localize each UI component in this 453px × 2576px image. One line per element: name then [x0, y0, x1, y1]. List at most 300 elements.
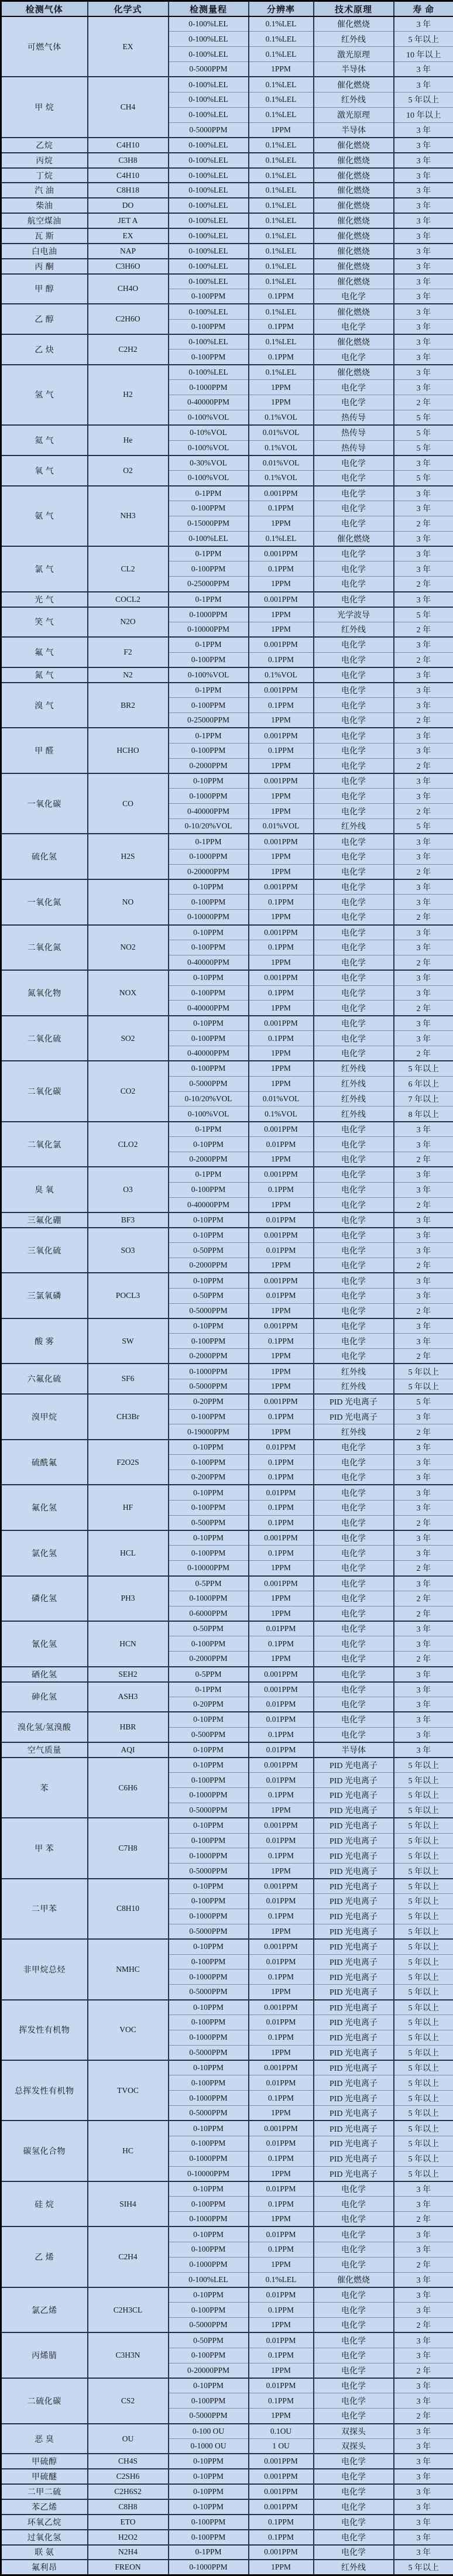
table-row: [1, 274, 453, 289]
lifetime-cell: 2 年: [394, 1606, 453, 1621]
formula-cell: C4H10: [88, 168, 169, 183]
principle-cell: 电化学: [314, 1212, 394, 1228]
range-cell: 0-10PPM: [169, 2378, 249, 2393]
resolution-cell: 0.01PPM: [249, 1485, 314, 1500]
lifetime-cell: 3 年: [394, 970, 453, 985]
gas-name-cell: 甲 醛: [1, 728, 88, 773]
resolution-cell: 0.1PPM: [249, 940, 314, 955]
resolution-cell: 0.1PPM: [249, 985, 314, 1001]
principle-cell: PID 光电离子: [314, 1909, 394, 1924]
formula-cell: N2H4: [88, 2545, 169, 2560]
formula-cell: CH4O: [88, 274, 169, 304]
lifetime-cell: 3 年: [394, 1682, 453, 1697]
resolution-cell: 1PPM: [249, 1591, 314, 1606]
table-row: [1, 365, 453, 380]
lifetime-cell: 8 年以上: [394, 1107, 453, 1122]
table-row: [1, 334, 453, 350]
principle-cell: 红外线: [314, 1364, 394, 1379]
header-row: [1, 1, 453, 17]
formula-cell: C2H4: [88, 2226, 169, 2287]
resolution-cell: 0.1%LEL: [249, 168, 314, 183]
principle-cell: 电化学: [314, 652, 394, 667]
lifetime-cell: 3 年: [394, 940, 453, 955]
resolution-cell: 0.01PPM: [249, 2226, 314, 2242]
lifetime-cell: 2 年: [394, 1424, 453, 1440]
resolution-cell: 1PPM: [249, 1303, 314, 1318]
gas-name-cell: 硫酰氟: [1, 1440, 88, 1485]
range-cell: 0-1PPM: [169, 683, 249, 698]
principle-cell: 电化学: [314, 1667, 394, 1682]
lifetime-cell: 3 年: [394, 1576, 453, 1591]
range-cell: 0-100%LEL: [169, 16, 249, 32]
resolution-cell: 0.1%LEL: [249, 274, 314, 289]
gas-name-cell: 碳氢化合物: [1, 2121, 88, 2181]
lifetime-cell: 2 年: [394, 577, 453, 592]
formula-cell: PH3: [88, 1576, 169, 1622]
resolution-cell: 0.1OU: [249, 2424, 314, 2439]
table-row: [1, 607, 453, 622]
resolution-cell: 0.1PPM: [249, 1182, 314, 1197]
resolution-cell: 0.001PPM: [249, 1667, 314, 1682]
resolution-cell: 1PPM: [249, 1001, 314, 1016]
lifetime-cell: 3 年: [394, 350, 453, 365]
range-cell: 0-100PPM: [169, 1334, 249, 1349]
lifetime-cell: 5 年以上: [394, 1818, 453, 1833]
table-row: [1, 2560, 453, 2575]
gas-name-cell: 苯: [1, 1758, 88, 1818]
range-cell: 0-10PPM: [169, 1742, 249, 1758]
principle-cell: 电化学: [314, 471, 394, 486]
range-cell: 0-50PPM: [169, 1621, 249, 1636]
resolution-cell: 1PPM: [249, 2318, 314, 2333]
lifetime-cell: 3 年: [394, 1122, 453, 1137]
range-cell: 0-100PPM: [169, 1546, 249, 1561]
lifetime-cell: 2 年: [394, 1258, 453, 1273]
table-row: [1, 2530, 453, 2545]
principle-cell: 电化学: [314, 879, 394, 895]
gas-name-cell: 氯乙烯: [1, 2287, 88, 2333]
range-cell: 0-1000PPM: [169, 607, 249, 622]
range-cell: 0-30%VOL: [169, 455, 249, 471]
lifetime-cell: 5 年以上: [394, 2136, 453, 2151]
principle-cell: 电化学: [314, 1500, 394, 1515]
principle-cell: 电化学: [314, 1167, 394, 1182]
resolution-cell: 0.001PPM: [249, 1122, 314, 1137]
principle-cell: 催化燃烧: [314, 2272, 394, 2287]
range-cell: 0-100PPM: [169, 985, 249, 1001]
resolution-cell: 0.1PPM: [249, 1455, 314, 1470]
principle-cell: 电化学: [314, 1349, 394, 1364]
gas-name-cell: 硫化氢: [1, 834, 88, 879]
resolution-cell: 0.1%LEL: [249, 304, 314, 319]
lifetime-cell: 2 年: [394, 622, 453, 637]
principle-cell: 电化学: [314, 2181, 394, 2197]
resolution-cell: 0.1%VOL: [249, 471, 314, 486]
lifetime-cell: 5 年以上: [394, 2030, 453, 2045]
principle-cell: PID 光电离子: [314, 1788, 394, 1803]
lifetime-cell: 3 年: [394, 925, 453, 940]
range-cell: 0-6000PPM: [169, 1606, 249, 1621]
table-row: [1, 77, 453, 92]
principle-cell: PID 光电离子: [314, 1939, 394, 1954]
range-cell: 0-500PPM: [169, 1727, 249, 1742]
resolution-cell: 1PPM: [249, 864, 314, 879]
principle-cell: 电化学: [314, 1440, 394, 1455]
lifetime-cell: 5 年以上: [394, 2560, 453, 2575]
range-cell: 0-1PPM: [169, 834, 249, 849]
range-cell: 0-1000PPM: [169, 1591, 249, 1606]
lifetime-cell: 3 年: [394, 2272, 453, 2287]
lifetime-cell: 3 年: [394, 334, 453, 350]
resolution-cell: 1PPM: [249, 1364, 314, 1379]
gas-name-cell: 乙 炔: [1, 334, 88, 365]
table-row: [1, 2454, 453, 2469]
formula-cell: HCL: [88, 1530, 169, 1576]
range-cell: 0-10PPM: [169, 970, 249, 985]
range-cell: 0-1PPM: [169, 486, 249, 501]
resolution-cell: 0.001PPM: [249, 1167, 314, 1182]
resolution-cell: 0.01PPM: [249, 2181, 314, 2197]
gas-name-cell: 氮 气: [1, 667, 88, 683]
principle-cell: 电化学: [314, 1712, 394, 1727]
range-cell: 0-100%LEL: [169, 304, 249, 319]
range-cell: 0-40000PPM: [169, 1001, 249, 1016]
gas-name-cell: 甲 烷: [1, 77, 88, 137]
principle-cell: PID 光电离子: [314, 1818, 394, 1833]
principle-cell: 电化学: [314, 1031, 394, 1046]
resolution-cell: 0.001PPM: [249, 2499, 314, 2515]
formula-cell: SW: [88, 1318, 169, 1364]
range-cell: 0-5000PPM: [169, 2045, 249, 2060]
range-cell: 0-50PPM: [169, 1243, 249, 1258]
range-cell: 0-10000PPM: [169, 910, 249, 925]
formula-cell: H2S: [88, 834, 169, 879]
table-row: [1, 546, 453, 561]
resolution-cell: 0.001PPM: [249, 2454, 314, 2469]
resolution-cell: 1PPM: [249, 2257, 314, 2272]
range-cell: 0-10PPM: [169, 1530, 249, 1546]
range-cell: 0-100%VOL: [169, 1107, 249, 1122]
resolution-cell: 0.001PPM: [249, 925, 314, 940]
range-cell: 0-1000PPM: [169, 2091, 249, 2106]
range-cell: 0-40000PPM: [169, 955, 249, 970]
resolution-cell: 0.1%LEL: [249, 47, 314, 62]
table-row: [1, 455, 453, 471]
lifetime-cell: 2 年: [394, 1152, 453, 1167]
gas-name-cell: 臭 氧: [1, 1167, 88, 1212]
lifetime-cell: 3 年: [394, 62, 453, 77]
lifetime-cell: 3 年: [394, 213, 453, 228]
gas-name-cell: 三氯氧磷: [1, 1273, 88, 1318]
principle-cell: 红外线: [314, 1076, 394, 1091]
range-cell: 0-100PPM: [169, 1636, 249, 1652]
resolution-cell: 1PPM: [249, 1076, 314, 1091]
lifetime-cell: 3 年: [394, 2454, 453, 2469]
formula-cell: CH4S: [88, 2454, 169, 2469]
lifetime-cell: 5 年以上: [394, 1758, 453, 1773]
principle-cell: 催化燃烧: [314, 244, 394, 259]
formula-cell: CO: [88, 773, 169, 834]
range-cell: 0-15000PPM: [169, 516, 249, 531]
table-row: [1, 1016, 453, 1031]
lifetime-cell: 5 年: [394, 410, 453, 425]
lifetime-cell: 3 年: [394, 1500, 453, 1515]
gas-name-cell: 乙 醇: [1, 304, 88, 334]
range-cell: 0-100%VOL: [169, 471, 249, 486]
range-cell: 0-100PPM: [169, 2242, 249, 2257]
range-cell: 0-1000 OU: [169, 2439, 249, 2454]
gas-name-cell: 三氟化硼: [1, 1212, 88, 1228]
gas-name-cell: 氨 气: [1, 486, 88, 546]
table-row: [1, 1939, 453, 1954]
resolution-cell: 0.1%LEL: [249, 32, 314, 47]
range-cell: 0-1000PPM: [169, 2151, 249, 2166]
resolution-cell: 0.1%VOL: [249, 440, 314, 455]
gas-name-cell: 六氟化硫: [1, 1364, 88, 1394]
gas-name-cell: 氧 气: [1, 455, 88, 486]
principle-cell: 电化学: [314, 2499, 394, 2515]
principle-cell: PID 光电离子: [314, 2121, 394, 2136]
table-row: [1, 1485, 453, 1500]
lifetime-cell: 3 年: [394, 455, 453, 471]
table-row: [1, 1394, 453, 1409]
lifetime-cell: 5 年以上: [394, 1985, 453, 2000]
resolution-cell: 1PPM: [249, 910, 314, 925]
lifetime-cell: 3 年: [394, 2469, 453, 2484]
table-row: [1, 1576, 453, 1591]
range-cell: 0-10PPM: [169, 1758, 249, 1773]
lifetime-cell: 3 年: [394, 2303, 453, 2318]
range-cell: 0-100PPM: [169, 1500, 249, 1515]
resolution-cell: 1 OU: [249, 2439, 314, 2454]
lifetime-cell: 2 年: [394, 864, 453, 879]
range-cell: 0-40000PPM: [169, 804, 249, 819]
formula-cell: HCN: [88, 1621, 169, 1667]
lifetime-cell: 2 年: [394, 1515, 453, 1530]
resolution-cell: 0.1PPM: [249, 1848, 314, 1864]
resolution-cell: 0.001PPM: [249, 1273, 314, 1288]
gas-name-cell: 二氧化氮: [1, 925, 88, 971]
lifetime-cell: 6 年以上: [394, 1076, 453, 1091]
table-row: [1, 2484, 453, 2499]
resolution-cell: 0.1PPM: [249, 1334, 314, 1349]
lifetime-cell: 3 年: [394, 244, 453, 259]
table-row: [1, 228, 453, 244]
principle-cell: 电化学: [314, 683, 394, 698]
range-cell: 0-100PPM: [169, 698, 249, 713]
formula-cell: C2SH6: [88, 2469, 169, 2484]
gas-name-cell: 丙 酮: [1, 259, 88, 274]
principle-cell: 电化学: [314, 955, 394, 970]
range-cell: 0-100PPM: [169, 1833, 249, 1848]
lifetime-cell: 2 年: [394, 2257, 453, 2272]
table-row: [1, 304, 453, 319]
lifetime-cell: 3 年: [394, 2393, 453, 2409]
principle-cell: PID 光电离子: [314, 2030, 394, 2045]
column-header-principle: 技术原理: [314, 1, 394, 17]
resolution-cell: 1PPM: [249, 1561, 314, 1576]
principle-cell: 电化学: [314, 1318, 394, 1334]
range-cell: 0-1PPM: [169, 637, 249, 652]
lifetime-cell: 3 年: [394, 1440, 453, 1455]
gas-name-cell: 砷化氢: [1, 1682, 88, 1712]
range-cell: 0-10PPM: [169, 1016, 249, 1031]
lifetime-cell: 3 年: [394, 274, 453, 289]
range-cell: 0-50PPM: [169, 2332, 249, 2348]
range-cell: 0-100PPM: [169, 319, 249, 334]
lifetime-cell: 3 年: [394, 1712, 453, 1727]
principle-cell: 催化燃烧: [314, 304, 394, 319]
range-cell: 0-100%LEL: [169, 32, 249, 47]
resolution-cell: 0.1PPM: [249, 501, 314, 516]
range-cell: 0-10PPM: [169, 879, 249, 895]
lifetime-cell: 3 年: [394, 985, 453, 1001]
range-cell: 0-1000PPM: [169, 1909, 249, 1924]
formula-cell: C2H6S2: [88, 2484, 169, 2499]
gas-name-cell: 丙烯腈: [1, 2332, 88, 2378]
principle-cell: 催化燃烧: [314, 259, 394, 274]
lifetime-cell: 3 年: [394, 289, 453, 304]
range-cell: 0-10PPM: [169, 1228, 249, 1243]
lifetime-cell: 3 年: [394, 1167, 453, 1182]
lifetime-cell: 5 年以上: [394, 2045, 453, 2060]
principle-cell: 电化学: [314, 1122, 394, 1137]
range-cell: 0-100%LEL: [169, 259, 249, 274]
lifetime-cell: 3 年: [394, 743, 453, 758]
range-cell: 0-100PPM: [169, 1894, 249, 1909]
principle-cell: 电化学: [314, 1561, 394, 1576]
resolution-cell: 0.1PPM: [249, 561, 314, 577]
range-cell: 0-10/20%VOL: [169, 1091, 249, 1107]
principle-cell: 催化燃烧: [314, 334, 394, 350]
gas-name-cell: 二硫化碳: [1, 2378, 88, 2424]
resolution-cell: 0.1PPM: [249, 2091, 314, 2106]
resolution-cell: 1PPM: [249, 849, 314, 864]
principle-cell: PID 光电离子: [314, 1864, 394, 1879]
table-row: [1, 486, 453, 501]
principle-cell: PID 光电离子: [314, 1954, 394, 1969]
table-row: [1, 1879, 453, 1894]
range-cell: 0-10000PPM: [169, 622, 249, 637]
table-row: [1, 2515, 453, 2530]
table-row: [1, 970, 453, 985]
principle-cell: 电化学: [314, 804, 394, 819]
table-row: [1, 16, 453, 32]
table-row: [1, 259, 453, 274]
table-row: [1, 1818, 453, 1833]
range-cell: 0-10000PPM: [169, 2166, 249, 2181]
resolution-cell: 0.001PPM: [249, 2484, 314, 2499]
lifetime-cell: 3 年: [394, 2545, 453, 2560]
principle-cell: 红外线: [314, 32, 394, 47]
resolution-cell: 0.1PPM: [249, 2530, 314, 2545]
range-cell: 0-5000PPM: [169, 1985, 249, 2000]
lifetime-cell: 3 年: [394, 2287, 453, 2303]
range-cell: 0-100%LEL: [169, 365, 249, 380]
resolution-cell: 0.1PPM: [249, 1969, 314, 1985]
resolution-cell: 0.1%LEL: [249, 92, 314, 107]
range-cell: 0-1000PPM: [169, 789, 249, 804]
table-row: [1, 2000, 453, 2015]
gas-name-cell: 甲硫醇: [1, 2454, 88, 2469]
gas-name-cell: 乙烷: [1, 138, 88, 153]
principle-cell: 电化学: [314, 1546, 394, 1561]
resolution-cell: 0.1%LEL: [249, 183, 314, 198]
principle-cell: 电化学: [314, 2469, 394, 2484]
formula-cell: OU: [88, 2424, 169, 2454]
gas-name-cell: 二氧化氯: [1, 1122, 88, 1167]
resolution-cell: 0.1PPM: [249, 1470, 314, 1485]
range-cell: 0-100PPM: [169, 2348, 249, 2363]
resolution-cell: 0.1%LEL: [249, 228, 314, 244]
resolution-cell: 0.01%VOL: [249, 819, 314, 834]
formula-cell: HBR: [88, 1712, 169, 1742]
lifetime-cell: 5 年以上: [394, 2151, 453, 2166]
resolution-cell: 0.1%LEL: [249, 213, 314, 228]
lifetime-cell: 5 年以上: [394, 1788, 453, 1803]
gas-name-cell: 硅 烷: [1, 2181, 88, 2227]
resolution-cell: 0.1%VOL: [249, 1107, 314, 1122]
resolution-cell: 0.1%VOL: [249, 667, 314, 683]
lifetime-cell: 3 年: [394, 16, 453, 32]
resolution-cell: 0.1PPM: [249, 743, 314, 758]
column-header-formula: 化学式: [88, 1, 169, 17]
resolution-cell: 0.001PPM: [249, 1939, 314, 1954]
resolution-cell: 0.001PPM: [249, 546, 314, 561]
lifetime-cell: 5 年以上: [394, 1833, 453, 1848]
formula-cell: C3H8: [88, 153, 169, 168]
lifetime-cell: 3 年: [394, 546, 453, 561]
principle-cell: 双探头: [314, 2424, 394, 2439]
principle-cell: 半导体: [314, 1742, 394, 1758]
range-cell: 0-100%LEL: [169, 334, 249, 350]
range-cell: 0-5000PPM: [169, 62, 249, 77]
table-body: [1, 16, 453, 2575]
gas-name-cell: 航空煤油: [1, 213, 88, 228]
lifetime-cell: 3 年: [394, 2424, 453, 2439]
resolution-cell: 0.1%LEL: [249, 16, 314, 32]
lifetime-cell: 3 年: [394, 168, 453, 183]
formula-cell: C2H2: [88, 334, 169, 365]
principle-cell: PID 光电离子: [314, 1409, 394, 1424]
range-cell: 0-100%LEL: [169, 274, 249, 289]
range-cell: 0-20PPM: [169, 1697, 249, 1712]
range-cell: 0-1PPM: [169, 546, 249, 561]
range-cell: 0-1PPM: [169, 1167, 249, 1182]
gas-name-cell: 乙 烯: [1, 2226, 88, 2287]
principle-cell: 电化学: [314, 1470, 394, 1485]
resolution-cell: 0.1PPM: [249, 1788, 314, 1803]
lifetime-cell: 3 年: [394, 183, 453, 198]
principle-cell: 电化学: [314, 925, 394, 940]
table-row: [1, 667, 453, 683]
resolution-cell: 0.1PPM: [249, 1727, 314, 1742]
principle-cell: 电化学: [314, 773, 394, 789]
table-row: [1, 2424, 453, 2439]
table-row: [1, 1682, 453, 1697]
lifetime-cell: 3 年: [394, 2242, 453, 2257]
resolution-cell: 0.01PPM: [249, 2075, 314, 2091]
principle-cell: 热传导: [314, 410, 394, 425]
formula-cell: CLO2: [88, 1122, 169, 1167]
lifetime-cell: 3 年: [394, 1228, 453, 1243]
lifetime-cell: 3 年: [394, 304, 453, 319]
gas-name-cell: 溴 气: [1, 683, 88, 728]
gas-name-cell: 氦 气: [1, 425, 88, 455]
resolution-cell: 0.1PPM: [249, 289, 314, 304]
formula-cell: POCL3: [88, 1273, 169, 1318]
resolution-cell: 1PPM: [249, 1197, 314, 1212]
